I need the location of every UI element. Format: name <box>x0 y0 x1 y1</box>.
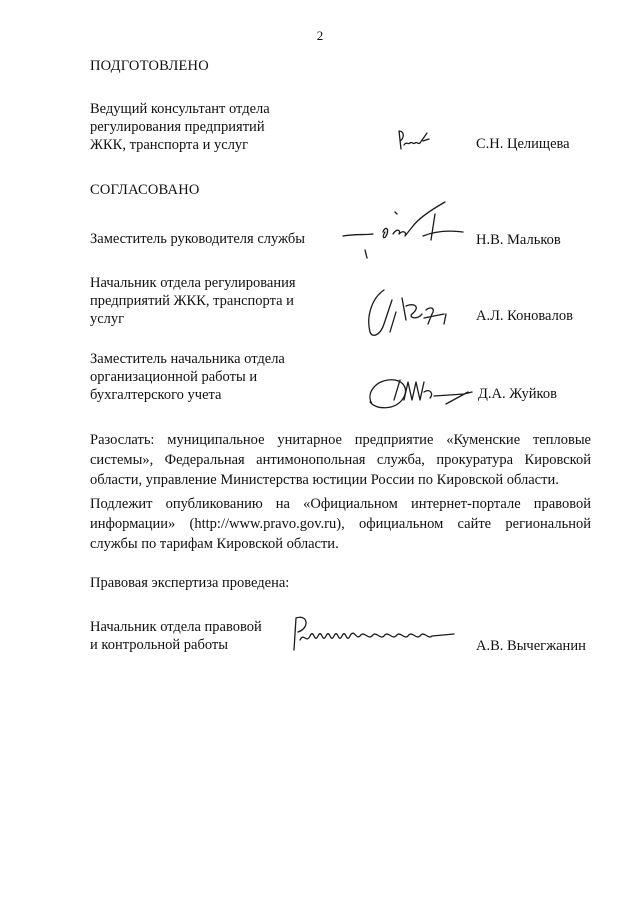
signer-1-name: Н.В. Мальков <box>476 232 561 248</box>
position-line: регулирования предприятий <box>90 119 265 135</box>
position-line: предприятий ЖКК, транспорта и <box>90 293 294 309</box>
signature-malkov <box>335 198 475 264</box>
position-line: организационной работы и <box>90 369 258 385</box>
signer-3-position <box>90 350 330 404</box>
signature-vychegzhanin <box>286 610 462 658</box>
prepared-position <box>90 100 330 154</box>
position-line: и контрольной работы <box>90 637 228 653</box>
legal-heading: Правовая экспертиза проведена: <box>90 575 290 591</box>
position-line: бухгалтерского учета <box>90 387 222 403</box>
legal-name: А.В. Вычегжанин <box>476 638 586 654</box>
position-line: Начальник отдела правовой <box>90 619 262 635</box>
signature-zhuikov <box>364 370 480 416</box>
distribution-paragraph: Разослать: муниципальное унитарное предприятие «Куменские тепловые системы», Федеральная антимонопольная служба, прокуратура Кировской области, управление Министерства юстиции России по Кировской области. <box>90 432 591 488</box>
prepared-name: С.Н. Целищева <box>476 136 570 152</box>
position-line: Начальник отдела регулирования <box>90 275 296 291</box>
signature-konovalov <box>362 284 457 346</box>
agreed-heading: СОГЛАСОВАНО <box>90 182 200 198</box>
prepared-heading: ПОДГОТОВЛЕНО <box>90 58 209 74</box>
position-line: Заместитель руководителя службы <box>90 231 306 247</box>
position-line: Ведущий консультант отдела <box>90 101 270 117</box>
position-line: услуг <box>90 311 125 327</box>
signer-2-name: А.Л. Коновалов <box>476 308 573 324</box>
page-number: 2 <box>316 28 324 43</box>
publication-paragraph: Подлежит опубликованию на «Официальном интернет-портале правовой информации» (http://www.pravo.gov.ru), официальном сайте региональной службы по тарифам Кировской области. <box>90 496 591 552</box>
signature-tselishcheva <box>395 125 435 155</box>
position-line: ЖКК, транспорта и услуг <box>90 137 249 153</box>
signer-1-position <box>90 230 330 248</box>
signer-2-position <box>90 274 330 328</box>
position-line: Заместитель начальника отдела <box>90 351 285 367</box>
signer-3-name: Д.А. Жуйков <box>478 386 557 402</box>
